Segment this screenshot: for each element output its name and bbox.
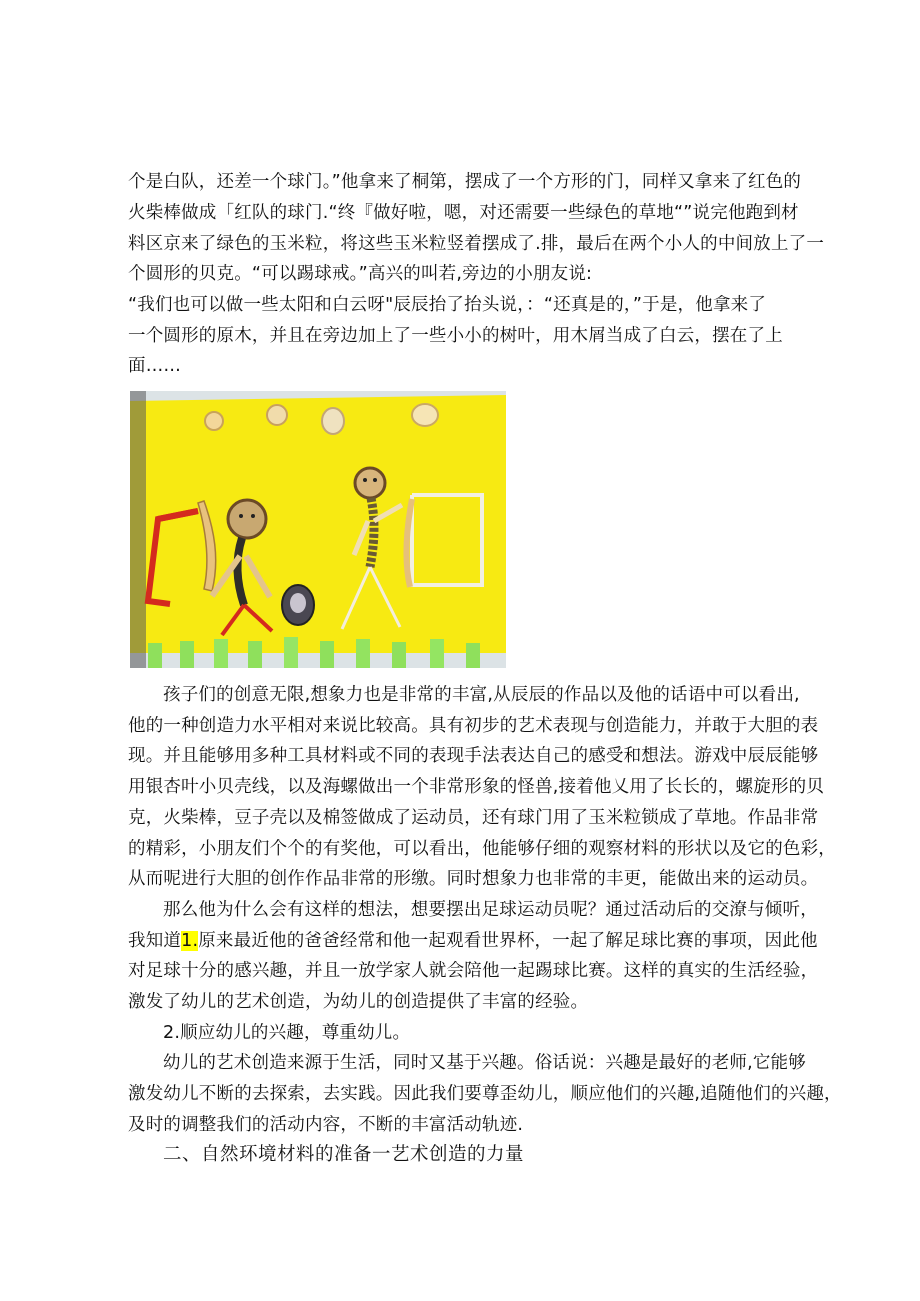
paragraph-1-line: 面……	[128, 356, 182, 376]
paragraph-1-line: “我们也可以做一些太阳和白云呀"辰辰抬了抬头说，：“还真是的，”于是，他拿来了	[128, 295, 767, 315]
paragraph-3-line	[128, 929, 818, 953]
paragraph-1-line: 一个圆形的原木，并且在旁边加上了一些小小的树叶，用木屑当成了白云，摆在了上	[128, 326, 783, 346]
paragraph-3-text: 我知道	[128, 931, 182, 951]
paragraph-2-line: 孩子们的创意无限,想象力也是非常的丰富,从辰辰的作品以及他的话语中可以看出,	[163, 685, 800, 705]
paragraph-3-line: 那么他为什么会有这样的想法，想要摆出足球运动员呢？通过活动后的交潦与倾听，	[163, 900, 818, 920]
paragraph-2-line: 现。并且能够用多种工具材料或不同的表现手法表达自己的感受和想法。游戏中辰辰能够	[128, 746, 819, 766]
point-2-heading: 2.顺应幼儿的兴趣，尊重幼儿。	[163, 1023, 411, 1043]
highlighted-number: 1.	[181, 931, 199, 951]
paragraph-1-line: 料区京来了绿色的玉米粒，将这些玉米粒竖着摆成了.排，最后在两个小人的中间放上了一	[128, 234, 825, 254]
paragraph-2-line: 的精彩，小朋友们个个的有奖他，可以看出，他能够仔细的观察材料的形状以及它的色彩，	[128, 839, 836, 859]
paragraph-4-line: 及时的调整我们的活动内容，不断的丰富活动轨迹.	[128, 1115, 524, 1135]
paragraph-2-line: 用银杏叶小贝壳线，以及海螺做出一个非常形象的怪兽,接着他乂用了长长的，螺旋形的贝	[128, 777, 825, 797]
paragraph-1-line: 火柴棒做成「红队的球门.“终『做好啦，嗯，对还需要一些绿色的草地“”说完他跑到材	[128, 203, 799, 223]
artwork-photo	[130, 391, 506, 668]
paragraph-3-line: 对足球十分的感兴趣，并且一放学家人就会陪他一起踢球比赛。这样的真实的生活经验，	[128, 961, 819, 981]
paragraph-4-line: 幼儿的艺术创造来源于生活，同时又基于兴趣。俗话说：兴趣是最好的老师,它能够	[163, 1053, 806, 1073]
paragraph-1-line: 个圆形的贝克。“可以踢球戒。”高兴的叫若,旁边的小朋友说:	[128, 264, 593, 284]
artwork-illustration	[130, 391, 506, 668]
paragraph-2-line: 克，火柴棒，豆子壳以及棉签做成了运动员，还有球门用了玉米粒锁成了草地。作品非常	[128, 808, 819, 828]
section-heading: 二、自然环境材料的准备一艺术创造的力量	[163, 1144, 525, 1165]
paragraph-2-line: 他的一种创造力水平相对来说比较高。具有初步的艺术表现与创造能力，并敢于大胆的表	[128, 716, 819, 736]
paragraph-1-line: 个是白队，还差一个球门。”他拿来了桐第，摆成了一个方形的门，同样又拿来了红色的	[128, 172, 802, 192]
paragraph-4-line: 激发幼儿不断的去探索，去实践。因此我们要尊歪幼儿，顺应他们的兴趣,追随他们的兴趣，	[128, 1084, 842, 1104]
paragraph-3-text: 原来最近他的爸爸经常和他一起观看世界杯，一起了解足球比赛的事项，因此他	[198, 931, 818, 951]
paragraph-2-line: 从而呢进行大胆的创作作品非常的形缴。同时想象力也非常的丰更，能做出来的运动员。	[128, 869, 819, 889]
paragraph-3-line: 激发了幼儿的艺术创造，为幼儿的创造提供了丰富的经验。	[128, 992, 589, 1012]
